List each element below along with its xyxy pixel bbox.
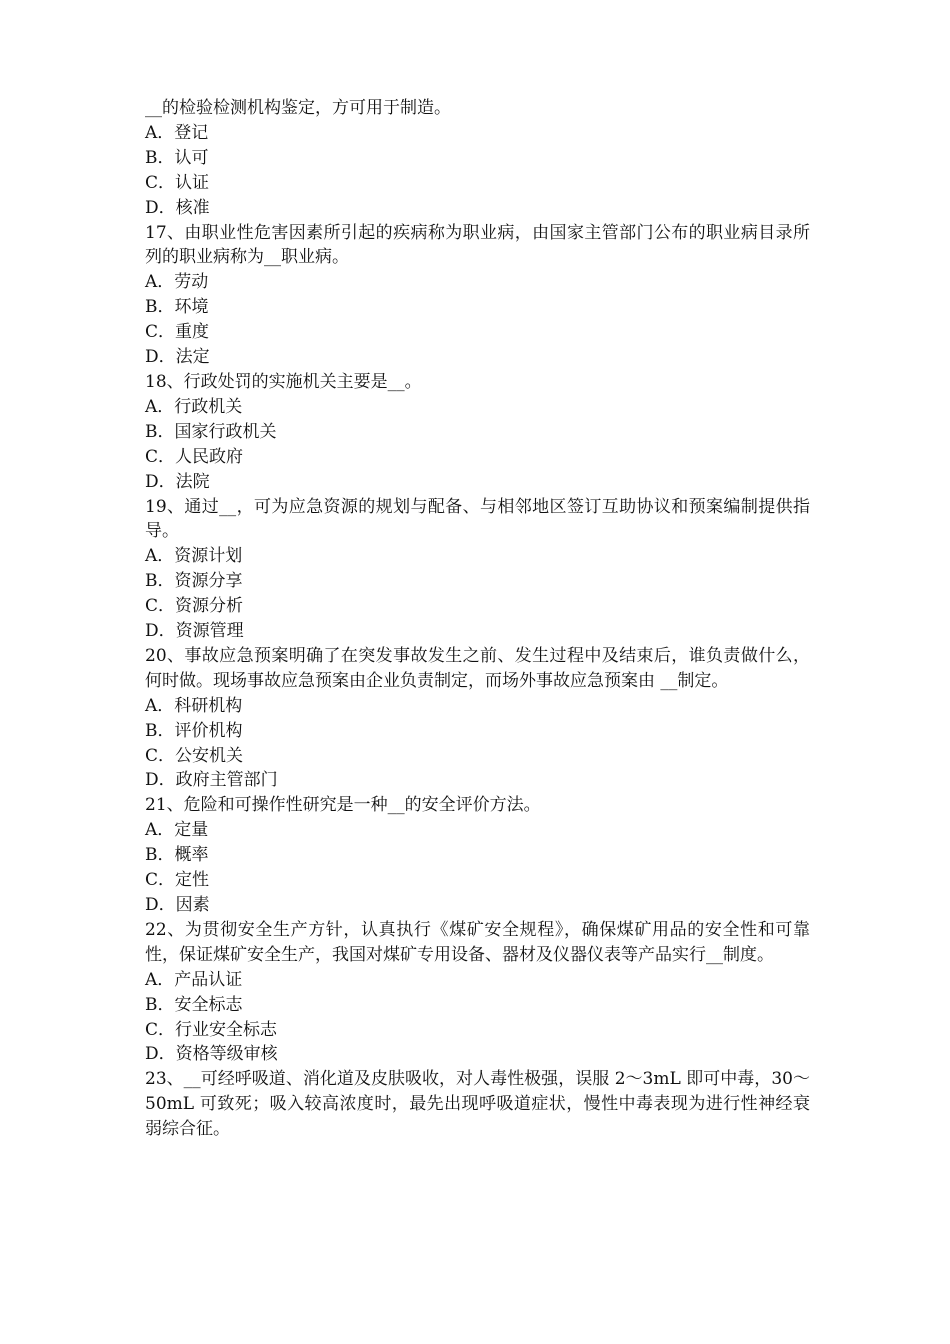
answer-option: C．认证 (145, 172, 210, 193)
answer-option: A．定量 (145, 820, 209, 841)
answer-option: D．资源管理 (145, 621, 244, 642)
answer-option: D．资格等级审核 (145, 1044, 278, 1065)
continued-text: __的检验检测机构鉴定，方可用于制造。 (145, 98, 451, 118)
question-text: 21、危险和可操作性研究是一种__的安全评价方法。 (145, 795, 541, 816)
answer-option: B．认可 (145, 147, 209, 168)
question-text: 19、通过__，可为应急资源的规划与配备、与相邻地区签订互助协议和预案编制提供指导。 (145, 496, 810, 542)
question-text: 17、由职业性危害因素所引起的疾病称为职业病，由国家主管部门公布的职业病目录所列的职业病称为__职业病。 (145, 222, 810, 268)
answer-option: B．概率 (145, 845, 209, 866)
answer-option: C．重度 (145, 322, 210, 343)
answer-option: B．国家行政机关 (145, 421, 277, 442)
answer-option: A．劳动 (145, 272, 209, 293)
answer-option: A．行政机关 (145, 396, 243, 417)
answer-option: A．登记 (145, 122, 209, 143)
answer-option: D．政府主管部门 (145, 770, 278, 791)
answer-option: B．资源分享 (145, 571, 243, 592)
question-text: 20、事故应急预案明确了在突发事故发生之前、发生过程中及结束后，谁负责做什么，何时做。现场事故应急预案由企业负责制定，而场外事故应急预案由 __制定。 (145, 645, 810, 691)
answer-option: A．科研机构 (145, 695, 243, 716)
answer-option: D．因素 (145, 895, 210, 915)
answer-option: C．资源分析 (145, 596, 244, 617)
answer-option: A．产品认证 (145, 969, 243, 990)
question-text: 22、为贯彻安全生产方针，认真执行《煤矿安全规程》，确保煤矿用品的安全性和可靠性，保证煤矿安全生产，我国对煤矿专用设备、器材及仪器仪表等产品实行__制度。 (145, 919, 810, 965)
answer-option: D．法定 (145, 347, 210, 368)
answer-option: B．评价机构 (145, 720, 243, 741)
document-page (145, 96, 816, 1142)
answer-option: C．定性 (145, 870, 210, 891)
answer-option: C．行业安全标志 (145, 1019, 278, 1040)
question-text: 23、__可经呼吸道、消化道及皮肤吸收，对人毒性极强，误服 2～3mL 即可中毒，30～ 50mL 可致死；吸入较高浓度时，最先出现呼吸道症状，慢性中毒表现为进行性神经衰弱综合征。 (145, 1069, 816, 1140)
answer-option: C．人民政府 (145, 446, 244, 467)
question-text: 18、行政处罚的实施机关主要是__。 (145, 371, 422, 392)
answer-option: D．法院 (145, 471, 210, 492)
answer-option: A．资源计划 (145, 546, 243, 567)
answer-option: B．环境 (145, 297, 209, 318)
answer-option: B．安全标志 (145, 994, 243, 1015)
answer-option: D．核准 (145, 197, 210, 218)
answer-option: C．公安机关 (145, 745, 244, 766)
